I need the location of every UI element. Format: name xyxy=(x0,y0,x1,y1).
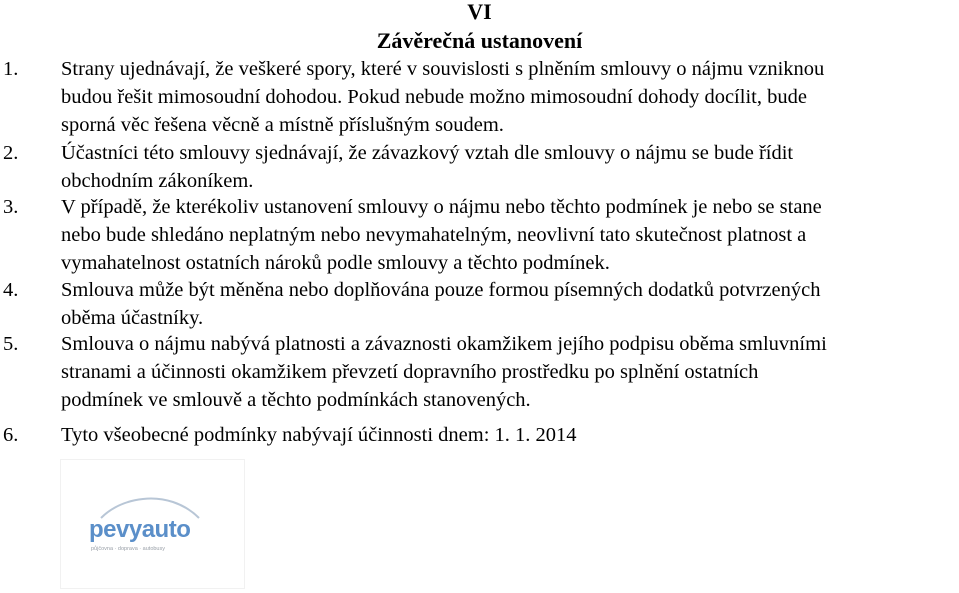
company-logo xyxy=(61,460,244,588)
logo-wordmark: pevyauto xyxy=(89,516,191,543)
section-title: Závěrečná ustanovení xyxy=(376,28,583,53)
clause-number: 3. xyxy=(3,196,19,218)
clause-text: Účastníci této smlouvy sjednávají, že závazkový vztah dle smlouvy o nájmu se bude řídit obchodním zákoníkem. xyxy=(61,142,794,192)
clause-text: Smlouva může být měněna nebo doplňována pouze formou písemných dodatků potvrzených oběma účastníky. xyxy=(61,279,821,329)
clause-number: 4. xyxy=(3,279,19,301)
pevyauto-logo-image xyxy=(61,460,244,588)
clause-text: V případě, že kterékoliv ustanovení smlouvy o nájmu nebo těchto podmínek je nebo se stane nebo bude shledáno neplatným nebo nevymahatelným, neovlivní tato skutečnost platnost a vymahatelnost ostatních nároků podle smlouvy a těchto podmínek. xyxy=(61,196,822,274)
clause-text: Tyto všeobecné podmínky nabývají účinnosti dnem: 1. 1. 2014 xyxy=(61,424,577,446)
clause-number: 1. xyxy=(3,58,19,80)
clause-text: Strany ujednávají, že veškeré spory, které v souvislosti s plněním smlouvy o nájmu vzniknou budou řešit mimosoudní dohodou. Pokud nebude možno mimosoudní dohody docílit, bude sporná věc řešena věcně a místně příslušným soudem. xyxy=(61,58,825,136)
clause-text: Smlouva o nájmu nabývá platnosti a závaznosti okamžikem jejího podpisu oběma smluvními stranami a účinnosti okamžikem převzetí dopravního prostředku po splnění ostatních podmínek ve smlouvě a těchto podmínkách stanovených. xyxy=(61,333,827,411)
clause-number: 5. xyxy=(3,333,19,355)
clause-number: 6. xyxy=(3,424,19,446)
clause-number: 2. xyxy=(3,142,19,164)
logo-tagline: půjčovna · doprava · autobusy xyxy=(91,546,165,552)
section-number: VI xyxy=(467,0,492,24)
